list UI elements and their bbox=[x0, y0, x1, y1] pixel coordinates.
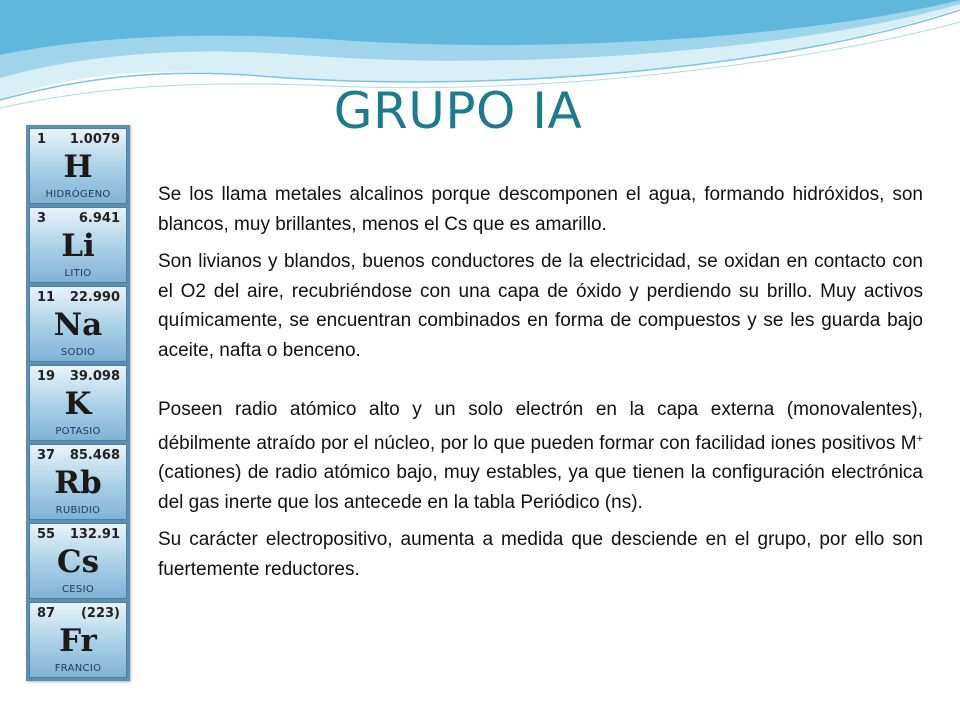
paragraph-physical-properties: Son livianos y blandos, buenos conductores de la electricidad, se oxidan en contacto con el O2 del aire, recubriéndose con una capa de óxido y perdiendo su brillo. Muy activos químicamente, se encuentran combinados en forma de compuestos y se les guarda bajo aceite, nafta o benceno. bbox=[158, 251, 923, 361]
atomic-mass: 1.0079 bbox=[69, 132, 120, 147]
atomic-number: 1 bbox=[37, 132, 47, 147]
element-name: SODIO bbox=[60, 347, 96, 358]
slide-title: GRUPO IA bbox=[333, 82, 583, 140]
element-symbol: Li bbox=[61, 228, 95, 264]
element-symbol: Fr bbox=[59, 623, 97, 659]
element-symbol: H bbox=[63, 149, 93, 185]
element-name: POTASIO bbox=[55, 426, 101, 437]
atomic-number: 19 bbox=[37, 369, 56, 384]
element-name: LITIO bbox=[64, 268, 92, 279]
element-tile-potassium bbox=[29, 365, 127, 441]
element-tile-rubidium bbox=[29, 444, 127, 520]
element-symbol: K bbox=[64, 386, 92, 422]
slide-body bbox=[158, 180, 923, 592]
element-name: RUBIDIO bbox=[55, 505, 101, 516]
atomic-number: 3 bbox=[37, 211, 47, 226]
paragraph-electropositivity: Su carácter electropositivo, aumenta a medida que desciende en el grupo, por ello son fuertemente reductores. bbox=[158, 529, 923, 580]
element-name: HIDRÓGENO bbox=[45, 189, 111, 200]
element-name: CESIO bbox=[62, 584, 94, 595]
element-tile-lithium bbox=[29, 207, 127, 283]
element-tile-sodium bbox=[29, 286, 127, 362]
element-name: FRANCIO bbox=[54, 663, 102, 674]
atomic-number: 87 bbox=[37, 606, 56, 621]
paragraph-alkali-definition: Se los llama metales alcalinos porque descomponen el agua, formando hidróxidos, son blancos, muy brillantes, menos el Cs que es amarillo. bbox=[158, 184, 923, 235]
atomic-mass: 132.91 bbox=[69, 527, 120, 542]
element-tile-hydrogen bbox=[29, 128, 127, 204]
paragraph-atomic-radius bbox=[158, 395, 923, 517]
atomic-number: 55 bbox=[37, 527, 56, 542]
ion-charge-superscript: + bbox=[916, 432, 923, 445]
paragraph-atomic-radius-part2: (cationes) de radio atómico bajo, muy estables, ya que tienen la configuración electrónica del gas inerte que los antecede en la tabla Periódico (ns). bbox=[158, 462, 923, 513]
element-tile-cesium bbox=[29, 523, 127, 599]
atomic-mass: 39.098 bbox=[69, 369, 120, 384]
periodic-group-column bbox=[26, 125, 130, 681]
atomic-mass: 6.941 bbox=[78, 211, 120, 226]
element-tile-francium bbox=[29, 602, 127, 678]
paragraph-atomic-radius-part1: Poseen radio atómico alto y un solo electrón en la capa externa (monovalentes), débilmente atraído por el núcleo, por lo que pueden formar con facilidad iones positivos M bbox=[158, 399, 923, 454]
atomic-mass: (223) bbox=[80, 606, 120, 621]
atomic-mass: 85.468 bbox=[69, 448, 120, 463]
atomic-number: 37 bbox=[37, 448, 56, 463]
atomic-number: 11 bbox=[37, 290, 56, 305]
element-symbol: Cs bbox=[56, 544, 100, 580]
element-symbol: Na bbox=[53, 307, 103, 343]
atomic-mass: 22.990 bbox=[69, 290, 120, 305]
element-symbol: Rb bbox=[54, 465, 102, 501]
